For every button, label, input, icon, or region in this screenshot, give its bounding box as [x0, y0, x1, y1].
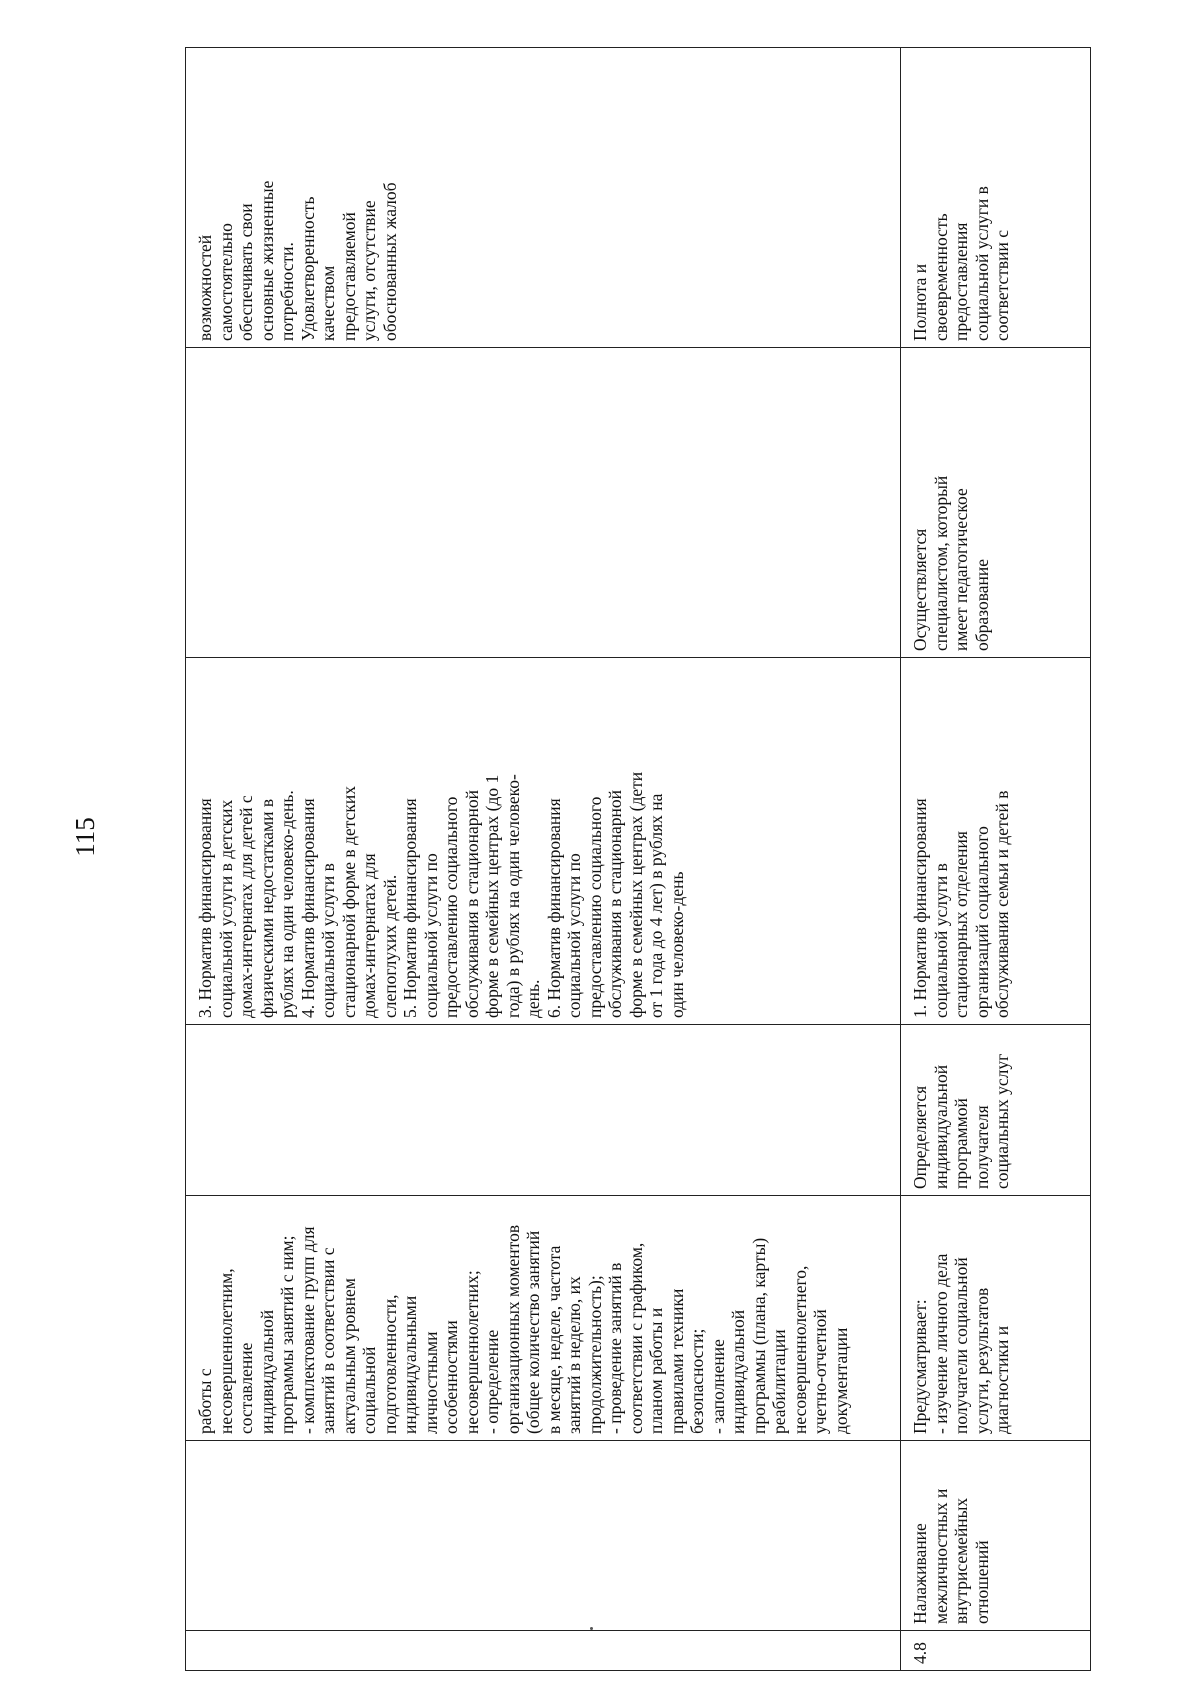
- cell-financing-norm: 3. Норматив финансирования социальной услуги в детских домах-интернатах для детей с физическими недостатками в рублях на один человеко-день. 4. Норматив финансирования социальной услуги в стационарной форме в детских домах-интернатах для слепоглухих детей. 5. Норматив финансирования социальной услуги по предоставлению социального обслуживания в стационарной форме в семейных центрах (до 1 года) в рублях на один человеко- день. 6. Норматив финансирования социальной услуги по предоставлению социального обслуживания в стационарной форме в семейных центрах (дети от 1 года до 4 лет) в рублях на один человеко-день: [186, 658, 901, 1025]
- cell-conditions: [186, 348, 901, 658]
- cell-service-content: Предусматривает: - изучение личного дела получатели социальной услуги, результатов диагностики и: [901, 1196, 1091, 1441]
- cell-quality: возможностей самостоятельно обеспечивать свои основные жизненные потребности. Удовлетворенность качеством предоставляемой услуги, отсутствие обоснованных жалоб: [186, 48, 901, 348]
- cell-service-name: Налаживание межличностных и внутрисемейных отношений: [901, 1441, 1091, 1631]
- table-row-continued: [186, 48, 901, 1671]
- cell-volume: Определяется индивидуальной программой получателя социальных услуг: [901, 1025, 1091, 1196]
- rotated-table-container: [185, 48, 1090, 1671]
- page-number: 115: [69, 817, 100, 857]
- cell-number: [186, 1631, 901, 1671]
- cell-volume: [186, 1025, 901, 1196]
- cell-service-name: [186, 1441, 901, 1631]
- cell-service-content: работы с несовершеннолетним, составление индивидуальной программы занятий с ним; - комплектование групп для занятий в соответствии с актуальным уровнем социальной подготовленности, индивидуальными личностными особенностями несовершеннолетних; - определение организационных моментов (общее количество занятий в месяце, неделе, частота занятий в неделю, их продолжительность); - проведение занятий в соответствии с графиком, планом работы и правилами техники безопасности; - заполнение индивидуальной программы (плана, карты) реабилитации несовершеннолетнего, учетно-отчетной документации: [186, 1196, 901, 1441]
- table-row-4-8: [901, 48, 1091, 1671]
- cell-conditions: Осуществляется специалистом, который имеет педагогическое образование: [901, 348, 1091, 658]
- cell-financing-norm: 1. Норматив финансирования социальной услуги в стационарных отделения организаций социального обслуживания семьи и детей в: [901, 658, 1091, 1025]
- cell-number: 4.8: [901, 1631, 1091, 1671]
- cell-quality: Полнота и своевременность предоставления социальной услуги в соответствии с: [901, 48, 1091, 348]
- services-table: [185, 47, 1091, 1671]
